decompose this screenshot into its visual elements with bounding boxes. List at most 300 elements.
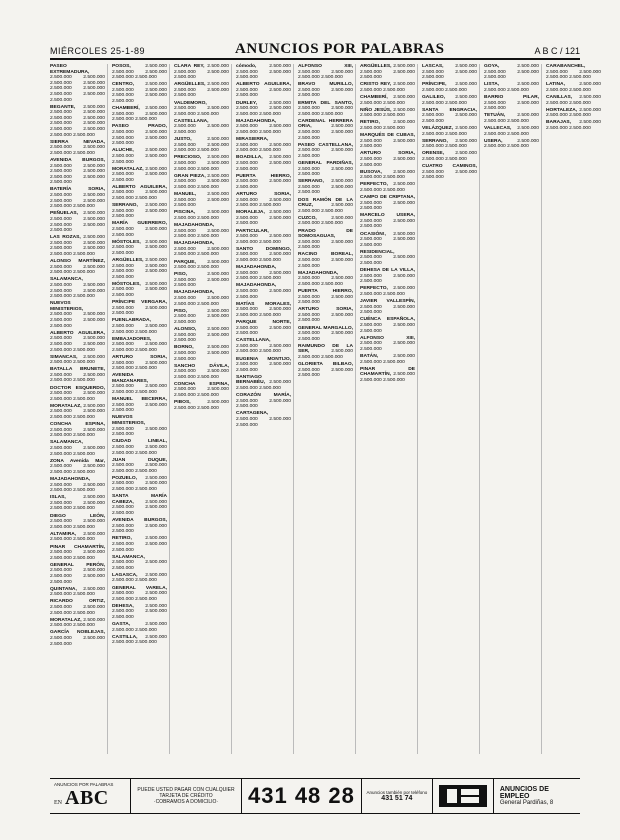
classified-ad — [360, 195, 415, 212]
ad-body: 2.500.000 2.500.000 2.500.000 2.500.000 2.500.000 2.500.000 — [112, 82, 167, 105]
ad-heading: MARCELO USERA, — [360, 213, 415, 219]
ad-body: 2.500.000 2.500.000 2.500.000 — [112, 426, 167, 438]
ad-body: 2.500.000 2.500.000 2.500.000 2.500.000 — [50, 372, 105, 384]
ad-body: 2.500.000 2.500.000 2.500.000 — [360, 322, 415, 334]
ad-heading: GOYA, — [484, 64, 500, 69]
ad-heading: RETIRO, — [360, 120, 380, 126]
ad-heading: ARTURO SORIA, — [298, 307, 353, 313]
ad-heading: ALBERTO AGUILERA, — [50, 330, 105, 336]
ad-body: 2.500.000 2.500.000 2.500.000 — [422, 113, 477, 124]
ad-body: 2.500.000 2.500.000 2.500.000 — [298, 367, 353, 379]
ad-body: 2.500.000 2.500.000 2.500.000 2.500.000 — [298, 179, 353, 196]
ad-body: 2.500.000 2.500.000 2.500.000 — [298, 258, 353, 269]
ad-body: 2.500.000 2.500.000 2.500.000 — [360, 372, 415, 383]
ad-body: 2.500.000 2.500.000 2.500.000 2.500.000 — [50, 519, 105, 530]
classified-ad — [484, 113, 539, 124]
classified-ad — [360, 64, 415, 81]
ad-body: 2.500.000 2.500.000 2.500.000 2.500.000 — [360, 231, 415, 248]
ad-body: 2.500.000 2.500.000 2.500.000 2.500.000 — [360, 64, 415, 81]
classified-ad — [112, 258, 167, 280]
classified-ad — [360, 82, 415, 93]
classified-ad — [112, 536, 167, 553]
ad-column — [360, 64, 418, 754]
ad-body: 2.500.000 2.500.000 2.500.000 — [298, 312, 353, 324]
ad-heading: MORATALAZ, — [50, 403, 82, 409]
ad-body: 2.500.000 2.500.000 2.500.000 2.500.000 2.500.000 2.500.000 — [50, 211, 105, 234]
classified-ad — [360, 133, 415, 150]
classified-ad — [112, 622, 167, 633]
ad-heading: SERRANO, — [298, 179, 324, 185]
classified-ad — [50, 259, 105, 276]
ad-heading: PISO, — [174, 308, 188, 314]
classified-ad — [298, 362, 353, 379]
ad-body: 2.500.000 2.500.000 2.500.000 — [50, 354, 105, 366]
ad-heading: ERMITA DEL SANTO, — [298, 100, 353, 106]
ad-heading: GALILEO, — [422, 94, 446, 100]
classified-ad — [360, 367, 415, 384]
classified-ad — [422, 139, 477, 150]
ad-body: 2.500.000 2.500.000 2.500.000 — [484, 138, 539, 150]
ad-column — [236, 64, 294, 754]
ad-heading: LATINA, — [546, 82, 565, 88]
classified-ad — [112, 415, 167, 437]
ad-body: 2.500.000 2.500.000 2.500.000 2.500.000 — [112, 384, 167, 396]
ad-body: 2.500.000 2.500.000 2.500.000 — [236, 288, 291, 300]
ad-body: 2.500.000 2.500.000 2.500.000 2.500.000 — [174, 64, 229, 81]
classified-ad — [112, 604, 167, 621]
ad-heading: ARTURO SORIA, — [236, 191, 291, 197]
ad-body: 2.500.000 2.500.000 2.500.000 2.500.000 — [236, 155, 291, 172]
classified-ad — [50, 404, 105, 421]
footer-payment-box — [131, 779, 242, 813]
ad-heading: LISTA, — [484, 82, 500, 88]
classified-ad — [236, 302, 291, 319]
ad-body: 2.500.000 2.500.000 2.500.000 2.500.000 2.500.000 2.500.000 2.500.000 2.500.000 2.500.000 2.500.000 2.500.000 — [50, 104, 105, 138]
classified-ad — [236, 119, 291, 136]
ad-body: 2.500.000 2.500.000 2.500.000 — [236, 362, 291, 373]
ad-heading: PERFECTO, — [360, 286, 388, 292]
ad-body: 2.500.000 2.500.000 2.500.000 2.500.000 2.500.000 — [112, 130, 167, 147]
ad-column — [50, 64, 108, 754]
ad-heading: DEHESA DE LA VILLA, — [360, 268, 415, 274]
ad-body: 2.500.000 2.500.000 2.500.000 — [112, 227, 167, 238]
classified-ad — [360, 286, 415, 297]
ad-heading: CUATRO CAMINOS, — [422, 164, 477, 169]
classified-ad — [50, 64, 105, 103]
ad-heading: MATÍAS MORALES, — [236, 301, 291, 307]
classified-ad — [484, 95, 539, 112]
ad-body: 2.500.000 2.500.000 2.500.000 — [360, 138, 415, 150]
ad-body: 2.500.000 2.500.000 2.500.000 — [360, 255, 415, 266]
ad-body: 2.500.000 2.500.000 2.500.000 2.500.000 — [484, 64, 539, 81]
classified-ad — [298, 198, 353, 215]
ad-heading: MAJADAHONDA, — [174, 290, 215, 296]
ad-heading: NUEVOS MINISTERIOS, — [50, 301, 84, 312]
ad-heading: MAJADAHONDA, — [50, 476, 91, 482]
classified-ad — [360, 317, 415, 334]
classified-ad — [298, 119, 353, 141]
ad-heading: GENERAL MARGALLO, — [298, 325, 353, 331]
ad-heading: CRISTO REY, — [360, 82, 392, 88]
classified-ad — [174, 155, 229, 172]
classified-ad — [50, 459, 105, 476]
classified-ad — [174, 174, 229, 191]
ad-body: 2.500.000 2.500.000 2.500.000 — [298, 294, 353, 306]
ad-heading: DIEGO LEÓN, — [50, 513, 105, 519]
ad-body: 2.500.000 2.500.000 2.500.000 2.500.000 — [546, 69, 601, 81]
classified-ad — [360, 95, 415, 106]
ad-column — [484, 64, 542, 754]
classified-ad — [422, 108, 477, 125]
ad-column — [174, 64, 232, 754]
ad-body: 2.500.000 2.500.000 2.500.000 2.500.000 — [174, 327, 229, 344]
ad-heading: ARGÜELLES, — [174, 82, 206, 88]
ad-body: 2.500.000 2.500.000 2.500.000 2.500.000 — [50, 427, 105, 439]
ad-body: 2.500.000 2.500.000 2.500.000 2.500.000 — [112, 203, 167, 220]
classified-ad — [422, 164, 477, 181]
ad-heading: BATERÍA SORIA, — [50, 187, 105, 193]
classified-ad — [50, 386, 105, 403]
ad-heading: AVENIDA MANZANARES, — [112, 373, 149, 384]
ad-body: 2.500.000 2.500.000 2.500.000 — [360, 304, 415, 316]
ad-body: 2.500.000 2.500.000 2.500.000 2.500.000 2.500.000 — [112, 106, 167, 123]
ad-heading: LASCAS, — [422, 64, 444, 69]
employment-address: General Pardiñas, 8 — [499, 800, 554, 806]
ad-body: 2.500.000 2.500.000 2.500.000 2.500.000 — [236, 197, 291, 209]
footer-alt-phone-box — [362, 779, 433, 813]
ad-body: 2.500.000 2.500.000 2.500.000 — [174, 210, 229, 221]
ad-heading: NUEVOS MINISTERIOS, — [112, 415, 146, 427]
ad-body: 2.500.000 2.500.000 2.500.000 2.500.000 — [174, 246, 229, 258]
classified-ad — [174, 101, 229, 118]
classified-ad — [360, 232, 415, 249]
ad-heading: SALAMANCA, — [50, 440, 83, 446]
classified-ad — [236, 192, 291, 209]
ad-body: 2.500.000 2.500.000 2.500.000 2.500.000 — [112, 499, 167, 516]
ad-body: 2.500.000 2.500.000 2.500.000 — [112, 523, 167, 535]
ad-body: 2.500.000 2.500.000 2.500.000 — [50, 531, 105, 543]
ad-heading: MORALEJA, — [236, 210, 265, 216]
ad-body: 2.500.000 2.500.000 2.500.000 — [360, 169, 415, 181]
classified-ad — [50, 477, 105, 494]
ad-body: 2.500.000 2.500.000 2.500.000 2.500.000 — [174, 191, 229, 209]
ad-body: 2.500.000 2.500.000 2.500.000 — [236, 87, 291, 99]
ad-heading: ALFONSO XIII, — [360, 335, 415, 341]
ad-body: 2.500.000 2.500.000 2.500.000 — [360, 94, 415, 106]
ad-heading: CASTELLANA, — [174, 118, 209, 124]
ad-heading: SALAMANCA, — [50, 277, 83, 283]
ad-heading: PRÍNCIPE, — [422, 82, 447, 88]
ad-heading: PASEO PRADO, — [112, 124, 167, 130]
classified-ad — [174, 364, 229, 381]
classified-ad — [360, 354, 415, 365]
classified-ad — [484, 139, 539, 150]
ad-body: 2.500.000 2.500.000 2.500.000 2.500.000 2.500.000 2.500.000 — [50, 336, 105, 353]
ad-heading: TETUÁN, — [484, 113, 506, 119]
ad-body: 2.500.000 2.500.000 2.500.000 — [50, 635, 105, 647]
ad-body: 2.500.000 2.500.000 2.500.000 — [298, 349, 353, 360]
ad-heading: ALONSO MARTÍNEZ, — [50, 259, 105, 265]
classified-ad — [112, 167, 167, 184]
ad-body: 2.500.000 2.500.000 2.500.000 2.500.000 2.500.000 — [50, 495, 105, 512]
ad-body: 2.500.000 2.500.000 2.500.000 — [112, 634, 167, 646]
classified-ad — [112, 635, 167, 646]
ad-column — [112, 64, 170, 754]
ad-body: 2.500.000 2.500.000 2.500.000 — [546, 107, 601, 119]
ad-body: 2.500.000 2.500.000 2.500.000 — [112, 402, 167, 414]
ad-body: 2.500.000 2.500.000 2.500.000 2.500.000 2.500.000 2.500.000 2.500.000 — [50, 235, 105, 257]
ad-body: 2.500.000 2.500.000 2.500.000 2.500.000 — [112, 536, 167, 553]
ad-heading: CONCHA ESPINA, — [50, 422, 105, 428]
ad-body: 2.500.000 2.500.000 2.500.000 2.500.000 — [174, 308, 229, 325]
classified-ad — [112, 494, 167, 516]
ad-heading: MAJADAHONDA, — [174, 241, 215, 247]
ad-body: 2.500.000 2.500.000 2.500.000 — [360, 107, 416, 119]
ad-heading: PARTICULAR, — [236, 228, 269, 234]
ad-body: 2.500.000 2.500.000 2.500.000 2.500.000 2.500.000 — [236, 100, 291, 117]
classified-ad — [112, 124, 167, 146]
classified-ad — [112, 300, 167, 317]
ad-heading: BATÁN, — [360, 353, 379, 359]
ad-heading: ALFONSO XIII, — [298, 64, 353, 69]
classified-ad — [174, 290, 229, 307]
classified-ad — [546, 120, 601, 131]
ad-body: 2.500.000 2.500.000 2.500.000 2.500.000 2.500.000 2.500.000 2.500.000 — [50, 163, 105, 186]
ad-body: 2.500.000 2.500.000 2.500.000 — [174, 124, 229, 136]
ad-heading: DURLEY, — [236, 100, 257, 106]
ad-heading: CASTELLANA, — [236, 338, 271, 344]
classified-ad — [174, 309, 229, 326]
classified-ad — [422, 126, 477, 137]
classified-ad — [112, 439, 167, 456]
ad-heading: MAJADAHONDA, — [298, 270, 339, 276]
ad-heading: OCASIÓN!, — [360, 231, 386, 237]
ad-heading: CHAMBERÍ, — [360, 94, 388, 100]
footer-employment-box — [494, 779, 580, 813]
ad-heading: GENERAL PERÓN, — [50, 562, 105, 568]
ad-body: 2.500.000 2.500.000 2.500.000 2.500.000 2.500.000 — [50, 312, 105, 329]
ad-body: 2.500.000 2.500.000 2.500.000 2.500.000 2.500.000 2.500.000 — [112, 258, 167, 280]
ad-body: 2.500.000 2.500.000 2.500.000 2.500.000 2.500.000 — [112, 64, 167, 81]
ad-heading: MANUEL BECERRA, — [112, 397, 167, 403]
ad-body: 2.500.000 2.500.000 2.500.000 — [174, 259, 229, 271]
ad-heading: CUÉNCA ESPAÑOLA, — [360, 317, 415, 323]
ad-heading: PISCINA, — [174, 210, 196, 216]
ad-heading: VALDEMORO, — [174, 100, 207, 106]
ad-body: 2.500.000 2.500.000 2.500.000 2.500.000 — [236, 234, 291, 245]
classified-ad — [174, 327, 229, 344]
ad-body: 2.500.000 2.500.000 2.500.000 2.500.000 — [112, 360, 167, 372]
ad-body: 2.500.000 2.500.000 2.500.000 2.500.000 2.500.000 — [174, 173, 229, 190]
ad-heading: PRADO DE SOMOSAGUAS, — [298, 228, 353, 240]
classified-ad — [236, 338, 291, 355]
ad-heading: BEGANTE, — [50, 104, 76, 110]
ad-body: 2.500.000 2.500.000 2.500.000 — [298, 331, 353, 342]
ad-body: 2.500.000 2.500.000 2.500.000 2.500.000 — [112, 324, 167, 335]
company-logo-icon — [439, 785, 487, 807]
classified-ad — [360, 268, 415, 285]
footer-ads-line: ANUNCIOS POR PALABRAS — [54, 782, 114, 787]
ad-heading: MIRASIERRA, — [236, 137, 269, 143]
classified-ad — [298, 289, 353, 306]
ad-heading: EUGENIA MONTIJO, — [236, 356, 291, 362]
ad-heading: PISO, — [174, 272, 188, 278]
ad-body: 2.500.000 2.500.000 2.500.000 2.500.000 — [298, 69, 353, 81]
ad-heading: RETIRO, — [112, 536, 132, 542]
classified-ad — [298, 326, 353, 343]
ad-body: 2.500.000 2.500.000 2.500.000 2.500.000 — [236, 270, 291, 282]
ad-heading: PIBOS, — [174, 400, 191, 406]
classified-ad — [298, 101, 353, 118]
ad-body: 2.500.000 2.500.000 2.500.000 2.500.000 — [236, 142, 291, 154]
abc-logo-text: ABC — [65, 787, 109, 809]
ad-body: 2.500.000 2.500.000 2.500.000 2.500.000 — [112, 342, 167, 353]
ad-body: 2.500.000 2.500.000 2.500.000 — [360, 120, 415, 131]
ad-heading: SALAMANCA, — [112, 554, 145, 560]
ad-heading: RAIMUNDO DE LA SER, — [298, 343, 353, 355]
classified-ad — [50, 211, 105, 233]
ad-heading: SIMANCAS, — [50, 354, 78, 360]
ad-heading: BARRIO PILAR, — [484, 94, 539, 100]
ad-heading: MORATALAZ, — [112, 166, 144, 172]
ad-heading: SANTO DOMINGO, — [236, 246, 291, 252]
ad-body: 2.500.000 2.500.000 2.500.000 — [484, 82, 539, 93]
classified-ad — [298, 161, 353, 178]
ad-heading: ORENSE, — [422, 151, 445, 157]
ad-body: 2.500.000 2.500.000 2.500.000 — [360, 341, 415, 352]
ad-heading: BOADILLA, — [236, 155, 263, 161]
classified-ad — [112, 240, 167, 257]
classified-ad — [546, 95, 601, 106]
ad-heading: GASTA, — [112, 622, 131, 628]
ad-body: 2.500.000 2.500.000 2.500.000 — [360, 218, 415, 230]
classified-ad — [50, 440, 105, 457]
classified-ad — [360, 120, 415, 131]
classified-ad — [50, 532, 105, 543]
ad-body: 2.500.000 2.500.000 2.500.000 2.500.000 — [298, 124, 353, 141]
ad-body: 2.500.000 2.500.000 2.500.000 — [422, 125, 477, 137]
ad-heading: CARTAGENA, — [236, 411, 269, 417]
classified-ad — [50, 140, 105, 157]
classified-ad — [236, 411, 291, 428]
classified-ad — [50, 187, 105, 209]
ad-body: 2.500.000 2.500.000 2.500.000 — [360, 286, 415, 297]
ad-heading: SANTA ENGRACIA, — [422, 107, 477, 113]
ad-heading: RESIDENCIAL, — [360, 249, 395, 255]
ad-body: 2.500.000 2.500.000 2.500.000 2.500.000 — [112, 190, 167, 202]
ad-column — [298, 64, 356, 754]
ad-body: 2.500.000 2.500.000 2.500.000 2.500.000 — [174, 345, 229, 362]
ad-body: 2.500.000 2.500.000 2.500.000 — [422, 82, 477, 93]
classified-ad — [298, 143, 353, 160]
classified-ad — [112, 397, 167, 414]
ad-heading: QUINTANA, — [50, 586, 77, 592]
classified-ad — [360, 299, 415, 316]
ad-heading: BATALLA BRUNETE, — [50, 367, 105, 373]
ad-body: 2.500.000 2.500.000 2.500.000 — [422, 94, 477, 106]
footer-en: EN — [54, 800, 62, 806]
card-text: PUEDE USTED PAGAR CON CUALQUIER TARJETA DE CRÉDITO — [137, 787, 235, 799]
classified-ad — [174, 400, 229, 411]
classified-ad — [174, 82, 229, 99]
ad-body: 2.500.000 2.500.000 2.500.000 2.500.000 — [298, 106, 353, 117]
ad-body: 2.500.000 2.500.000 2.500.000 — [546, 120, 601, 131]
classified-ad — [50, 158, 105, 186]
ad-body: 2.500.000 2.500.000 2.500.000 — [50, 617, 105, 629]
ad-body: 2.500.000 2.500.000 2.500.000 — [546, 94, 601, 106]
ad-heading: CLARA REY, — [174, 64, 205, 69]
classified-ad — [422, 95, 477, 106]
ad-heading: PRECIOSO, — [174, 155, 202, 161]
ad-body: 2.500.000 2.500.000 2.500.000 — [236, 380, 291, 391]
classified-ad — [112, 586, 167, 603]
footer-banner — [50, 778, 580, 814]
ad-body: 2.500.000 2.500.000 2.500.000 — [236, 325, 291, 337]
ad-body: 2.500.000 2.500.000 2.500.000 2.500.000 — [112, 281, 167, 299]
classified-ad — [112, 555, 167, 572]
classified-ad — [236, 357, 291, 374]
ad-body: 2.500.000 2.500.000 2.500.000 2.500.000 — [236, 210, 291, 227]
classified-ad — [50, 301, 105, 329]
classified-ad — [360, 213, 415, 230]
ad-heading: POSOS, — [112, 64, 131, 69]
alt-phone: 431 51 74 — [381, 795, 413, 802]
classified-ad — [174, 260, 229, 271]
ad-body: 2.500.000 2.500.000 2.500.000 — [236, 398, 291, 410]
ad-heading: PARQUE, — [174, 259, 196, 265]
classified-ad — [298, 216, 353, 227]
ad-body: 2.500.000 2.500.000 2.500.000 — [422, 151, 477, 162]
ad-body: 2.500.000 2.500.000 2.500.000 2.500.000 — [112, 239, 167, 256]
ad-heading: SANTIAGO BERNABÉU, — [236, 374, 266, 386]
page-header — [50, 40, 580, 60]
ad-heading: CARDENAL HERRERA ORIA, — [298, 118, 353, 130]
ad-heading: EMBAJADORES, — [112, 336, 152, 342]
classified-ad — [298, 344, 353, 361]
classified-ad — [422, 64, 477, 81]
ad-body: 2.500.000 2.500.000 2.500.000 — [236, 179, 291, 190]
classified-ad — [112, 573, 167, 584]
ad-heading: MARÍA GUERRERO, — [112, 221, 167, 227]
ad-heading: GLORIETA BILBAO, — [298, 362, 353, 368]
ad-heading: BORNO, — [174, 345, 194, 351]
classified-ad — [236, 101, 291, 118]
classified-ad — [298, 271, 353, 288]
classified-ad — [112, 185, 167, 202]
classified-ad — [50, 235, 105, 257]
classified-ad — [546, 82, 601, 93]
classified-columns — [50, 64, 601, 754]
classified-ad — [174, 223, 229, 240]
ad-body: 2.500.000 2.500.000 2.500.000 2.500.000 — [236, 64, 291, 81]
issue-date: MIÉRCOLES 25-1-89 — [50, 46, 146, 56]
classified-ad — [360, 336, 415, 353]
ad-heading: GRAN PIEZA, — [174, 173, 206, 179]
classified-ad — [236, 247, 291, 264]
classified-ad — [298, 229, 353, 251]
ad-heading: PEÑUELAS, — [50, 211, 78, 217]
ad-body: 2.500.000 2.500.000 2.500.000 2.500.000 — [174, 272, 229, 289]
classified-ad — [174, 241, 229, 258]
classified-ad — [422, 82, 477, 93]
ad-body: 2.500.000 2.500.000 2.500.000 — [484, 100, 539, 112]
classified-ad — [50, 422, 105, 439]
ad-body: 2.500.000 2.500.000 2.500.000 2.500.000 — [112, 463, 167, 474]
ad-heading: CAMPO DE CRIPTANA, — [360, 194, 415, 200]
classified-ad — [50, 587, 105, 598]
ad-heading: HORTALEZA, — [546, 107, 578, 113]
classified-ad — [236, 375, 291, 392]
